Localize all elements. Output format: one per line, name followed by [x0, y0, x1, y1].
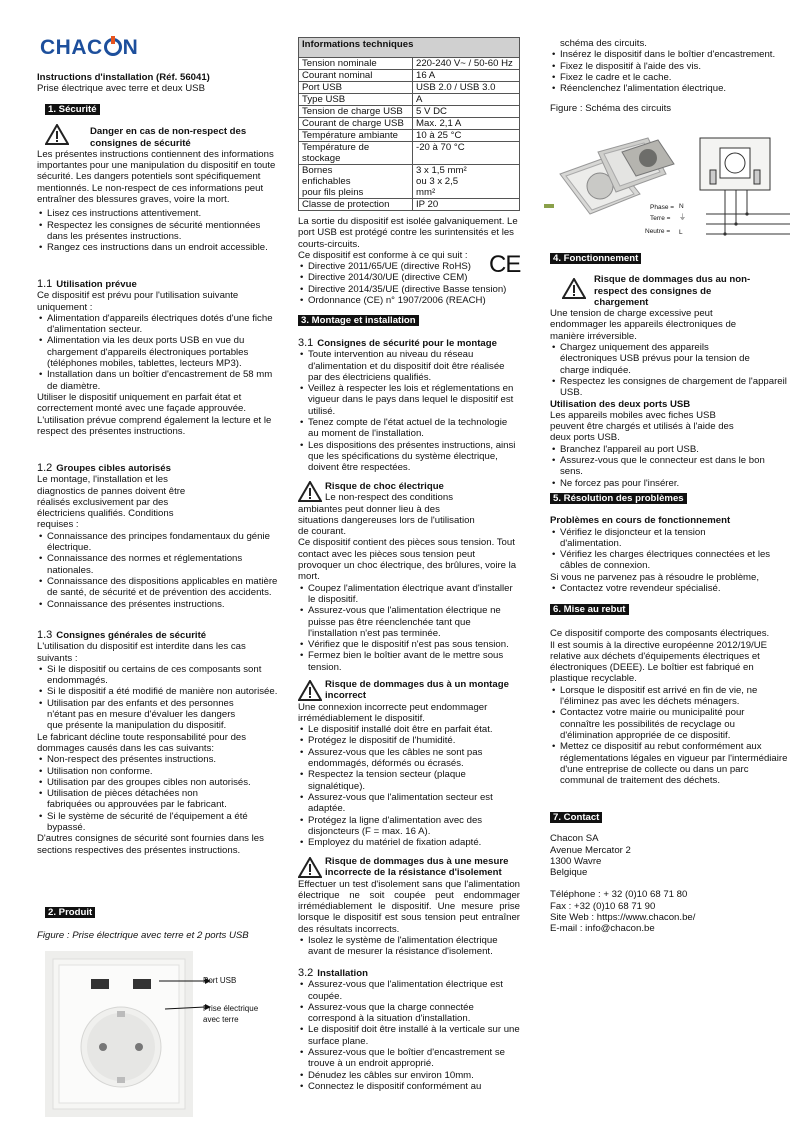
list-item: • Employez du matériel de fixation adapté.: [298, 837, 520, 848]
tech-table: [298, 37, 520, 211]
list-item: • Assurez-vous que les câbles ne sont pas endommagés, déformés ou écrasés.: [298, 747, 520, 770]
list-item: • Non-respect des présentes instructions.: [37, 754, 283, 765]
list-item: • Assurez-vous que le connecteur est dans le bon sens.: [550, 455, 790, 478]
tech-table-header: Informations techniques: [299, 38, 520, 58]
paragraph: Le montage, l'installation et les diagnostics de pannes doivent être réalisés exclusivement par des électriciens qualifiés. Conditions requises :: [37, 474, 186, 531]
table-row: Température ambiante 10 à 25 °C: [299, 130, 520, 142]
list-item: • Directive 2014/30/UE (directive CEM): [298, 272, 520, 283]
paragraph: L'utilisation du dispositif est interdite dans les cas suivants :: [37, 641, 246, 664]
list-item: • Insérez le dispositif dans le boîtier d'encastrement.: [550, 49, 790, 60]
wiring: [700, 138, 790, 236]
list-item: • Connaissance des dispositions applicables en matière de santé, de sécurité et de prévention des accidents.: [37, 576, 283, 599]
paragraph: D'autres consignes de sécurité sont fournies dans les sections respectives des présentes instructions.: [37, 833, 264, 856]
list-item: • Directive 2011/65/UE (directive RoHS): [298, 261, 520, 272]
warning-icon: [45, 124, 69, 145]
section-3-1-heading: 3.1 Consignes de sécurité pour le montage: [298, 337, 497, 349]
section-5-heading: 5. Résolution des problèmes: [550, 493, 687, 504]
usb-usage-heading: Utilisation des deux ports USB: [550, 398, 691, 410]
list-item: • Si le dispositif ou certains de ces composants sont endommagés.: [37, 664, 283, 687]
installation-list: [298, 979, 520, 1092]
paragraph: Effectuer un test d'isolement sans que l'alimentation électrique ne soit coupée peut endommager irrémédiablement le dispositif. Une mesure prise lorsque le dispositif est sous tension peut entraîner des résultats incorrects.: [298, 878, 520, 935]
ce-mark: CE: [489, 251, 521, 278]
paragraph: La sortie du dispositif est isolée galvaniquement. Le port USB est protégé contre les surintensités et les courts-circuits.: [298, 216, 518, 250]
list-item: • Connaissance des présentes instructions.: [37, 599, 283, 610]
list-item: • Veillez à respecter les lois et réglementations en vigueur dans le pays dans lequel le dispositif est utilisé.: [298, 383, 520, 417]
problems-heading: Problèmes en cours de fonctionnement: [550, 515, 731, 527]
list-item: • Chargez uniquement des appareils électroniques USB prévus pour la tension de charge indiquée.: [550, 342, 760, 376]
table-row: Courant nominal 16 A: [299, 70, 520, 82]
label-prise: Prise électrique avec terre: [203, 1004, 259, 1024]
warning-icon: [562, 278, 586, 299]
usb-port: [133, 979, 151, 989]
list-item: • Le dispositif doit être installé à la verticale sur une surface plane.: [298, 1024, 520, 1047]
paragraph: Utiliser le dispositif uniquement en parfait état et correctement monté avec une façade approuvée.: [37, 391, 247, 415]
list-item: • Assurez-vous que l'alimentation électrique ne puisse pas être réenclenchée tant que l'installation n'est pas terminée.: [298, 605, 520, 639]
product-figure-caption: Figure : Prise électrique avec terre et 2 ports USB: [37, 930, 249, 942]
list-item: • Utilisation par des enfants et des personnes n'étant pas en mesure d'évaluer les dangers que présente la manipulation du dispositif.: [37, 698, 237, 732]
table-row: Bornes enfichables pour fils pleins 3 x 1,5 mm² ou 3 x 2,5 mm²: [299, 165, 520, 199]
logo-power-icon: [104, 38, 122, 56]
list-item: • Vérifiez le disjoncteur et la tension d'alimentation.: [550, 527, 750, 550]
table-row: Tension nominale 220-240 V~ / 50-60 Hz: [299, 58, 520, 70]
contact-block: [550, 889, 790, 934]
list-item: • Installation dans un boîtier d'encastrement de 58 mm de diamètre.: [37, 369, 283, 392]
earth-icon: ⏚: [679, 214, 686, 221]
address-line: Chacon SA: [550, 833, 599, 845]
paragraph: Ce dispositif comporte des composants électriques. Il est soumis à la directive européenne 2012/19/UE relative aux déchets d'équipements électriques et électroniques (DEEE). Le boîtier est fabriqué en plastique recyclable.: [550, 628, 770, 685]
circuit-figure-caption: Figure : Schéma des circuits: [550, 103, 672, 115]
list-item: • Assurez-vous que l'alimentation secteur est adaptée.: [298, 792, 520, 815]
address-block: [550, 833, 790, 878]
table-row: Type USB A: [299, 94, 520, 106]
list-item: • Connaissance des normes et réglementations nationales.: [37, 553, 283, 576]
list-item: • Fermez bien le boîtier avant de le mettre sous tension.: [298, 650, 520, 673]
phase-label: Phase =: [650, 204, 675, 211]
warning-icon: [298, 680, 322, 701]
list-item: • Lisez ces instructions attentivement.: [37, 208, 283, 219]
safety-intro: Les présentes instructions contiennent des informations importantes pour une manipulation du dispositif en toute sécurité. Les dangers potentiels sont spécifiquement mentionnés. Le non-respect de ces informations peut entraîner des blessures graves, voire la mort.: [37, 148, 276, 206]
table-row: Port USB USB 2.0 / USB 3.0: [299, 82, 520, 94]
paragraph: Ce dispositif contient des pièces sous tension. Tout contact avec les pièces sous tension peut provoquer un choc électrique, des brûlures, voire la mort.: [298, 537, 517, 583]
fax: Fax : +32 (0)10 68 71 90: [550, 900, 656, 912]
address-line: Avenue Mercator 2: [550, 844, 631, 856]
list-item: • Le dispositif installé doit être en parfait état.: [298, 724, 520, 735]
paragraph: Si vous ne parvenez pas à résoudre le problème,: [550, 571, 760, 583]
list-item: • Dénudez les câbles sur environ 10mm.: [298, 1070, 520, 1081]
list-item: • Réenclenchez l'alimentation électrique.: [550, 83, 790, 94]
list-item: • Protégez la ligne d'alimentation avec des disjoncteurs (F = max. 16 A).: [298, 815, 520, 838]
list-item: • Rangez ces instructions dans un endroit accessible.: [37, 242, 283, 253]
doc-title: Instructions d'installation (Réf. 56041): [37, 72, 210, 83]
list-item: • Utilisation de pièces détachées non fabriquées ou approuvées par le fabricant.: [37, 788, 227, 811]
list-item: • Vérifiez les charges électriques connectées et les câbles de connexion.: [550, 549, 790, 572]
safety-list: [37, 208, 283, 253]
list-item: • Assurez-vous que la charge connectée correspond à la situation d'installation.: [298, 1002, 520, 1025]
list-item: • Fixez le dispositif à l'aide des vis.: [550, 61, 790, 72]
paragraph: L'utilisation prévue comprend également la lecture et le respect des présentes instructions.: [37, 414, 272, 437]
warning-icon: [298, 481, 322, 502]
list-item: • Fixez le cadre et le cache.: [550, 72, 790, 83]
table-row: Tension de charge USB 5 V DC: [299, 106, 520, 118]
list-item: • Utilisation non conforme.: [37, 766, 283, 777]
list-item: • Respectez les consignes de chargement de l'appareil USB.: [550, 376, 790, 399]
paragraph: Ce dispositif est conforme à ce qui suit :: [298, 249, 468, 261]
mounting-list: [298, 724, 520, 848]
list-item: • Connectez le dispositif conformément au: [298, 1081, 520, 1092]
usage-list: [37, 313, 283, 392]
conformity-list: [298, 261, 520, 306]
troubleshoot-list: [550, 527, 790, 572]
list-item: • Vérifiez que le dispositif n'est pas sous tension.: [298, 639, 520, 650]
shock-list: [298, 583, 520, 673]
table-row: Température de stockage -20 à 70 °C: [299, 142, 520, 165]
warning-title: Danger en cas de non-respect des consignes de sécurité: [90, 126, 247, 149]
list-item: • Lorsque le dispositif est arrivé en fin de vie, ne l'éliminez pas avec les déchets ménagers.: [550, 685, 790, 708]
section-6-heading: 6. Mise au rebut: [550, 604, 629, 615]
section-1-3-heading: 1.3 Consignes générales de sécurité: [37, 629, 207, 641]
list-item: • Toute intervention au niveau du réseau d'alimentation et du dispositif doit être réalisée par des électriciens qualifiés.: [298, 349, 520, 383]
list-item: • Ordonnance (CE) n° 1907/2006 (REACH): [298, 295, 520, 306]
paragraph: schéma des circuits.: [560, 38, 647, 49]
list-item: • Respectez les consignes de sécurité mentionnées dans les présentes instructions.: [37, 220, 283, 243]
list-item: • Alimentation d'appareils électriques dotés d'une fiche d'alimentation secteur.: [37, 313, 283, 336]
list-item: • Si le dispositif a été modifié de manière non autorisée.: [37, 686, 283, 697]
list-item: • Assurez-vous que le boîtier d'encastrement se trouve à un endroit approprié.: [298, 1047, 520, 1070]
liability-list: [37, 754, 283, 833]
shock-warning-title: Risque de choc électrique: [325, 481, 444, 492]
terre-label: Terre =: [650, 215, 671, 222]
list-item: • Directive 2014/35/UE (directive Basse tension): [298, 284, 520, 295]
email-link[interactable]: E-mail : info@chacon.be: [550, 923, 655, 935]
target-list: [37, 531, 283, 610]
insulation-list: [298, 935, 520, 958]
paragraph: Le non-respect des conditions ambiantes peut donner lieu à des situations dangereuses lors de l'utilisation de courant.: [298, 492, 475, 538]
list-item: • Assurez-vous que l'alimentation électrique est coupée.: [298, 979, 520, 1002]
website-link[interactable]: Site Web : https://www.chacon.be/: [550, 912, 696, 924]
table-row: Classe de protection IP 20: [299, 199, 520, 211]
mounting-safety-list: [298, 349, 520, 473]
paragraph: Le fabricant décline toute responsabilité pour des dommages causés dans les cas suivants:: [37, 731, 247, 754]
list-item: • Si le système de sécurité de l'équipement a été bypassé.: [37, 811, 283, 834]
disposal-list: [550, 685, 790, 787]
troubleshoot-list-2: [550, 583, 790, 594]
forbidden-list: [37, 664, 283, 732]
socket-image: [45, 951, 293, 1117]
section-4-heading: 4. Fonctionnement: [550, 253, 641, 264]
section-1-1-heading: 1.1 Utilisation prévue: [37, 278, 137, 290]
phone: Téléphone : + 32 (0)10 68 71 80: [550, 889, 688, 901]
paragraph: Une connexion incorrecte peut endommager irrémédiablement le dispositif.: [298, 701, 488, 724]
section-1-2-heading: 1.2 Groupes cibles autorisés: [37, 462, 171, 474]
section-7-heading: 7. Contact: [550, 812, 602, 823]
warning-icon: [298, 857, 322, 878]
charging-warning-title: Risque de dommages dus au non-respect des consignes de chargement: [594, 274, 751, 308]
phase-symbol: N: [679, 203, 684, 210]
paragraph: Une tension de charge excessive peut endommager les appareils électroniques de manière irréversible.: [550, 308, 737, 342]
list-item: • Mettez ce dispositif au rebut conformément aux réglementations légales en vigueur par l'intermédiaire d'une entreprise de collecte ou dans un parc communal de traitement des déchets.: [550, 741, 790, 786]
usb-port: [91, 979, 109, 989]
section-3-heading: 3. Montage et installation: [298, 315, 419, 326]
label-port-usb: Port USB: [203, 976, 237, 985]
paragraph: Ce dispositif est prévu pour l'utilisation suivante uniquement :: [37, 290, 239, 313]
mounting-warning-title: Risque de dommages dus à un montage incorrect: [325, 679, 509, 702]
address-line: 1300 Wavre: [550, 855, 602, 867]
table-row: Courant de charge USB Max. 2,1 A: [299, 118, 520, 130]
list-item: • Contactez votre mairie ou municipalité pour connaître les possibilités de recyclage ou d'élimination appropriée de ce dispositif.: [550, 707, 770, 741]
list-item: • Coupez l'alimentation électrique avant d'installer le dispositif.: [298, 583, 520, 606]
list-item: • Respectez la tension secteur (plaque signalétique).: [298, 769, 520, 792]
chacon-logo: CHAC N: [40, 36, 139, 59]
list-item: • Les dispositions des présentes instructions, ainsi que les spécifications du système électrique, doivent être respectées.: [298, 440, 520, 474]
neutre-label: Neutre =: [645, 228, 671, 235]
installation-list-cont: [550, 49, 790, 94]
list-item: • Contactez votre revendeur spécialisé.: [550, 583, 790, 594]
list-item: • Branchez l'appareil au port USB.: [550, 444, 790, 455]
list-item: • Isolez le système de l'alimentation électrique avant de mesurer la résistance d'isolement.: [298, 935, 520, 958]
list-item: • Alimentation via les deux ports USB en vue du chargement d'appareils électroniques portables (téléphones mobiles, tablettes, lecteurs MP3).: [37, 335, 283, 369]
section-1-heading: 1. Sécurité: [45, 104, 100, 115]
insulation-warning-title: Risque de dommages dus à une mesure incorrecte de la résistance d'isolement: [325, 856, 509, 879]
section-2-heading: 2. Produit: [45, 907, 95, 918]
list-item: • Utilisation par des groupes cibles non autorisés.: [37, 777, 283, 788]
list-item: • Tenez compte de l'état actuel de la technologie au moment de l'installation.: [298, 417, 520, 440]
doc-subtitle: Prise électrique avec terre et deux USB: [37, 83, 205, 95]
list-item: • Ne forcez pas pour l'insérer.: [550, 478, 790, 489]
paragraph: Les appareils mobiles avec fiches USB peuvent être chargés et utilisés à l'aide des deux ports USB.: [550, 409, 734, 444]
list-item: • Connaissance des principes fondamentaux du génie électrique.: [37, 531, 283, 554]
list-item: • Protégez le dispositif de l'humidité.: [298, 735, 520, 746]
neutre-symbol: L: [679, 229, 683, 236]
address-line: Belgique: [550, 867, 588, 879]
charging-list: [550, 342, 790, 398]
section-3-2-heading: 3.2 Installation: [298, 967, 368, 979]
usb-list: [550, 444, 790, 489]
